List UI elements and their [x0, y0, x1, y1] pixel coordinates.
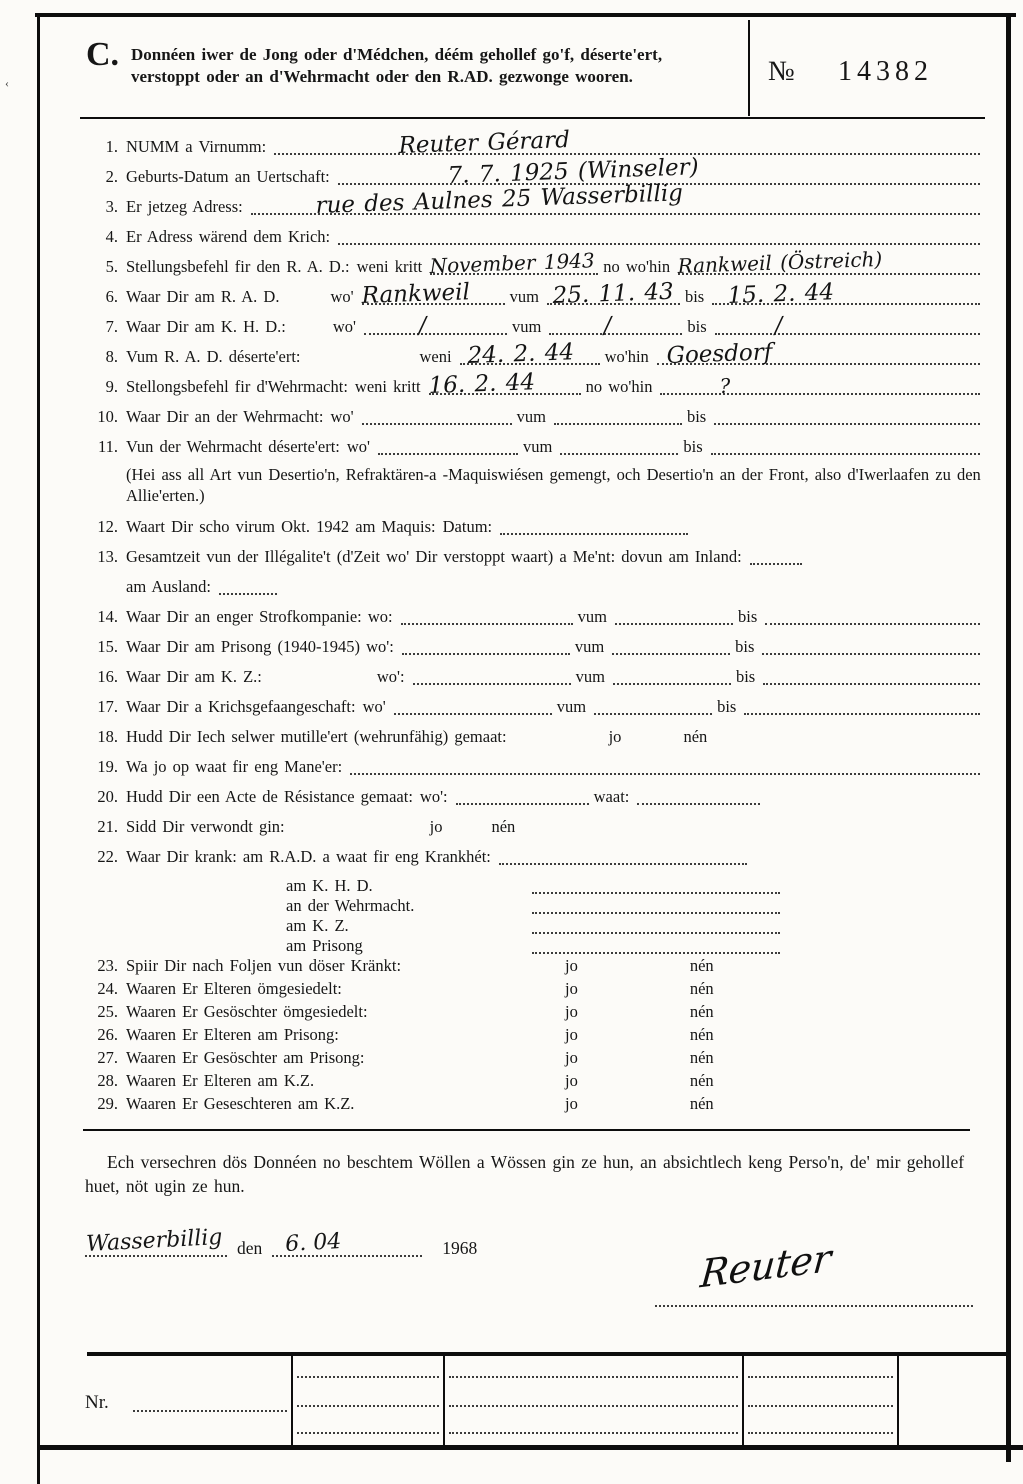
option-nen: nén [689, 1071, 714, 1090]
footer-cell-dots [748, 1432, 893, 1434]
dotted-field [251, 180, 980, 219]
page-border-left [37, 13, 40, 1484]
item-4 [85, 226, 985, 247]
item-8 [85, 339, 985, 369]
footer-cell-dots [297, 1432, 439, 1434]
item-13b [85, 576, 985, 597]
printed-label: am Prisong [286, 936, 363, 955]
year-printed: 1968 [442, 1238, 478, 1258]
dotted-field [532, 897, 780, 914]
option-jo: jo [608, 727, 622, 746]
printed-label: Waaren Er Elteren am K.Z. [126, 1071, 315, 1090]
footer-table-vline-1 [291, 1352, 293, 1447]
item-number: 26. [97, 1025, 118, 1044]
item-number: 4. [105, 227, 118, 246]
dotted-field [460, 339, 600, 369]
item-number: 22. [97, 847, 118, 866]
dotted-field [547, 278, 680, 309]
option-nen: nén [689, 956, 714, 975]
dotted-field [364, 312, 507, 339]
printed-label: vum [509, 287, 539, 306]
page-border-right [1006, 13, 1011, 1462]
dotted-field [499, 848, 747, 865]
printed-label: Waaren Er Elteren ömgesiedelt: [126, 979, 342, 998]
item-13 [85, 546, 985, 567]
item-number: 5. [105, 257, 118, 276]
dotted-field [549, 312, 682, 339]
printed-label: vum [512, 317, 542, 336]
footer-table-vline-2 [443, 1352, 445, 1447]
printed-label: bis [735, 637, 755, 656]
handwritten-entry: 7. 7. 1925 (Winseler) [446, 154, 699, 189]
printed-label: vum [577, 607, 607, 626]
printed-label: Waaren Er Gesöschter am Prisong: [126, 1048, 365, 1067]
option-jo: jo [565, 1048, 578, 1067]
item-number: 11. [97, 437, 118, 456]
item-number: 12. [97, 517, 118, 536]
form-number-label: № [768, 56, 795, 87]
handwritten-entry: Rankweil (Östreich) [677, 246, 883, 278]
printed-label: wo': [376, 667, 405, 686]
printed-label: no wo'hin [603, 257, 671, 276]
option-jo: jo [565, 1071, 578, 1090]
item-21 [85, 816, 985, 837]
dotted-field [413, 668, 571, 685]
dotted-field [402, 638, 570, 655]
item-15 [85, 636, 985, 657]
option-nen: nén [689, 979, 714, 998]
printed-label: wo' [362, 697, 386, 716]
option-jo: jo [565, 1025, 578, 1044]
dotted-field [612, 638, 730, 655]
printed-label: wo' [332, 317, 357, 336]
dotted-field [532, 917, 780, 934]
item-27 [85, 1048, 985, 1069]
footer-table-top-line [87, 1352, 1007, 1356]
printed-label: Waaren Er Gesöschter ömgesiedelt: [126, 1002, 368, 1021]
printed-label: vum [574, 637, 605, 656]
option-jo: jo [565, 956, 578, 975]
handwritten-entry: rue des Aulnes 25 Wasserbillig [314, 180, 684, 219]
printed-label: Stellungsbefehl fir den R. A. D.: [126, 257, 350, 276]
handwritten-entry: ∕ [418, 312, 427, 339]
dotted-field [350, 758, 980, 775]
dotted-field [750, 548, 802, 565]
declaration-paragraph: Ech versechren dös Donnéen no beschtem Wöllen a Wössen gin ze hun, an absichtlech keng Perso'n, de' mir gehollef huet, nöt ugin ze hun. [85, 1152, 965, 1196]
item-19 [85, 756, 985, 777]
den-label: den [237, 1238, 263, 1258]
item-9 [85, 369, 985, 399]
item-number: 24. [97, 979, 118, 998]
nr-dotted-field [133, 1410, 287, 1412]
printed-label: am K. Z. [286, 916, 349, 935]
printed-label: weni kritt [354, 377, 421, 396]
printed-label: Waaren Er Elteren am Prisong: [126, 1025, 339, 1044]
printed-label: wo' [346, 437, 371, 456]
dotted-field [763, 668, 980, 685]
printed-label: wo' [330, 407, 354, 426]
item-12 [85, 516, 985, 537]
dotted-field [715, 312, 980, 339]
option-nen: nén [689, 1094, 714, 1113]
dotted-field [500, 518, 688, 535]
printed-label: bis [683, 437, 703, 456]
handwritten-entry: 24. 2. 44 [466, 339, 575, 369]
printed-label: waat: [593, 787, 630, 806]
item-number: 16. [97, 667, 118, 686]
item-16 [85, 666, 985, 687]
item-number: 18. [97, 727, 118, 746]
dotted-field [532, 937, 780, 954]
printed-label: Hudd Dir een Acte de Résistance gemaat: [126, 787, 413, 806]
dotted-field [362, 408, 512, 425]
item-number: 9. [105, 377, 118, 396]
printed-label: Spiir Dir nach Foljen vun döser Kränkt: [126, 956, 402, 975]
item-number: 19. [97, 757, 118, 776]
item-3 [85, 180, 985, 219]
item-11 [85, 436, 985, 457]
option-jo: jo [565, 979, 578, 998]
item-1 [85, 127, 985, 159]
dotted-field [427, 369, 581, 399]
dotted-field [660, 373, 980, 398]
handwritten-entry: ∕ [773, 312, 783, 339]
form-rows [85, 127, 985, 1117]
printed-label: wo' [330, 287, 354, 306]
printed-label: vum [575, 667, 605, 686]
dotted-field [615, 608, 733, 625]
option-jo: jo [429, 817, 443, 836]
printed-label: weni [419, 347, 452, 366]
footer-cell-dots [748, 1376, 893, 1378]
footer-cell-dots [748, 1405, 893, 1407]
dotted-field [394, 698, 552, 715]
handwritten-entry: 15. 2. 44 [727, 279, 835, 309]
item-number: 2. [105, 167, 118, 186]
item-number: 29. [97, 1094, 118, 1113]
item-number: 6. [105, 287, 118, 306]
item-number: 28. [97, 1071, 118, 1090]
item-18 [85, 726, 985, 747]
dotted-field [765, 608, 980, 625]
item-22-khd [85, 876, 985, 896]
header-divider-vertical [748, 20, 750, 116]
nr-label: Nr. [85, 1392, 109, 1413]
printed-label: vum [556, 697, 587, 716]
printed-label: bis [737, 607, 758, 626]
footer-cell-dots [449, 1432, 738, 1434]
item-20 [85, 786, 985, 807]
dotted-field [554, 408, 682, 425]
dotted-field [274, 127, 980, 159]
printed-label: Er Adress wärend dem Krich: [126, 227, 331, 246]
footer-cell-dots [297, 1405, 439, 1407]
handwritten-entry: ? [719, 373, 732, 398]
handwritten-entry: November 1943 [429, 248, 596, 278]
handwritten-entry: 25. 11. 43 [552, 278, 675, 309]
item-number: 7. [105, 317, 118, 336]
item-26 [85, 1025, 985, 1046]
option-nen: nén [491, 817, 516, 836]
printed-label: Sidd Dir verwondt gin: [126, 817, 285, 836]
printed-label: bis [686, 407, 707, 426]
printed-label: Waar Dir an enger Strofkompanie: wo: [126, 607, 393, 626]
item-22-kz [85, 916, 985, 936]
dotted-field [677, 246, 980, 278]
printed-label: Waar Dir an der Wehrmacht: [126, 407, 324, 426]
printed-label: Geburts-Datum an Uertschaft: [126, 167, 330, 186]
item-number: 8. [105, 347, 118, 366]
item-22 [85, 846, 985, 867]
item-number: 23. [97, 956, 118, 975]
printed-label: Waar Dir am K. Z.: [126, 667, 262, 686]
dotted-field [401, 608, 573, 625]
printed-label: Waar Dir am R. A. D. [126, 287, 280, 306]
footer-cell-dots [297, 1376, 439, 1378]
date-line [85, 1224, 478, 1259]
option-nen: nén [689, 1002, 714, 1021]
printed-label: weni kritt [356, 257, 423, 276]
printed-label: Waaren Er Geseschteren am K.Z. [126, 1094, 355, 1113]
printed-label: wo'hin [604, 347, 649, 366]
printed-label: Stellongsbefehl fir d'Wehrmacht: [126, 377, 348, 396]
dotted-field [532, 877, 780, 894]
item-7 [85, 312, 985, 339]
scan-artifact: ‹ [5, 76, 9, 90]
item-number: 10. [97, 407, 118, 426]
item-22-wehrmacht [85, 896, 985, 916]
option-nen: nén [689, 1048, 714, 1067]
item-number: 20. [97, 787, 118, 806]
printed-label: Wa jo op waat fir eng Mane'er: [126, 757, 343, 776]
printed-label: Waart Dir scho virum Okt. 1942 am Maquis: [126, 517, 436, 536]
printed-label: bis [687, 317, 707, 336]
footer-cell-dots [449, 1405, 738, 1407]
footer-table-bottom-line [37, 1445, 1023, 1450]
printed-label: vum [516, 407, 546, 426]
item-number: 15. [97, 637, 118, 656]
header-underline [80, 117, 985, 119]
printed-label: wo': [419, 787, 448, 806]
option-jo: jo [565, 1002, 578, 1021]
declaration-separator-line [83, 1129, 970, 1131]
form-number-value: 14382 [838, 56, 933, 87]
footer-table-vline-4 [897, 1352, 899, 1447]
handwritten-entry: Reuter Gérard [398, 127, 571, 159]
dotted-field [744, 698, 980, 715]
dotted-field [714, 408, 980, 425]
section-letter: C. [86, 36, 120, 73]
item-number: 14. [97, 607, 118, 626]
dotted-field [429, 248, 598, 278]
handwritten-entry: 16. 2. 44 [427, 369, 536, 399]
item-14 [85, 606, 985, 627]
dotted-field [711, 438, 980, 455]
date-handwritten: 6. 04 [284, 1229, 343, 1257]
handwritten-entry: ∕ [603, 312, 613, 339]
note-11: (Hei ass all Art vun Desertio'n, Refraktären-a -Maquiswiésen gemengt, och Desertio'n an der Front, also d'Iwerlaafen zu den Allie'erten.) [126, 465, 981, 505]
printed-label: bis [684, 287, 705, 306]
item-28 [85, 1071, 985, 1092]
printed-label: Datum: [442, 517, 493, 536]
item-number: 17. [97, 697, 118, 716]
dotted-field [613, 668, 731, 685]
dotted-field [219, 578, 277, 595]
item-10 [85, 406, 985, 427]
dotted-field [712, 279, 980, 309]
printed-label: Waar Dir am Prisong (1940-1945) wo': [126, 637, 394, 656]
page-border-top [35, 13, 1016, 17]
option-nen: nén [689, 1025, 714, 1044]
printed-label: Vum R. A. D. déserte'ert: [126, 347, 301, 366]
printed-label: an der Wehrmacht. [286, 896, 415, 915]
item-29 [85, 1094, 985, 1115]
handwritten-entry: Rankweil [360, 279, 470, 309]
declaration-text [85, 1150, 975, 1198]
printed-label: Er jetzeg Adress: [126, 197, 243, 216]
item-number: 21. [97, 817, 118, 836]
item-number: 13. [97, 547, 118, 566]
dotted-field [360, 279, 505, 309]
printed-label: bis [717, 697, 737, 716]
dotted-field [637, 788, 760, 805]
dotted-field [594, 698, 712, 715]
item-22-prisong [85, 936, 985, 956]
handwritten-entry: Goesdorf [665, 339, 773, 369]
printed-label: Waar Dir am K. H. D.: [126, 317, 286, 336]
dotted-field [456, 788, 589, 805]
printed-label: am Ausland: [126, 577, 211, 596]
item-number: 25. [97, 1002, 118, 1021]
printed-label: Vun der Wehrmacht déserte'ert: [126, 437, 340, 456]
dotted-field [338, 228, 980, 245]
dotted-field [762, 638, 980, 655]
item-2 [85, 154, 985, 189]
item-17 [85, 696, 985, 717]
item-number: 27. [97, 1048, 118, 1067]
place-field [85, 1224, 227, 1257]
option-jo: jo [565, 1094, 578, 1113]
footer-cell-dots [449, 1376, 738, 1378]
item-number: 1. [105, 137, 118, 156]
footer-table-vline-3 [742, 1352, 744, 1447]
dotted-field [657, 339, 980, 369]
item-24 [85, 979, 985, 1000]
dotted-field [560, 438, 678, 455]
printed-label: am K. H. D. [286, 876, 373, 895]
dotted-field [378, 438, 518, 455]
printed-label: bis [735, 667, 756, 686]
item-25 [85, 1002, 985, 1023]
signature-handwritten: Reuter [698, 1235, 833, 1297]
date-field [272, 1229, 422, 1257]
printed-label: Waar Dir a Krichsgefaangeschaft: [126, 697, 356, 716]
place-handwritten: Wasserbillig [85, 1224, 224, 1257]
printed-label: no wo'hin [585, 377, 653, 396]
item-5 [85, 246, 985, 278]
signature-line [655, 1305, 973, 1307]
printed-label: Hudd Dir Iech selwer mutille'ert (wehrunfähig) gemaat: [126, 727, 507, 746]
section-description: Donnéen iwer de Jong oder d'Médchen, déém gehollef go'f, déserte'ert, verstoppt oder an d'Wehrmacht oder den R.AD. gezwonge wooren. [131, 45, 663, 86]
printed-label: vum [523, 437, 553, 456]
printed-label: Waar Dir krank: am R.A.D. a waat fir eng Krankhét: [126, 847, 491, 866]
printed-label: Gesamtzeit vun der Illégalite't (d'Zeit wo' Dir verstoppt waart) a Me'nt: dovun am Inland: [126, 547, 742, 566]
option-nen: nén [683, 727, 708, 746]
item-6 [85, 278, 985, 309]
printed-label: NUMM a Virnumm: [126, 137, 267, 156]
item-number: 3. [105, 197, 118, 216]
item-23 [85, 956, 985, 977]
